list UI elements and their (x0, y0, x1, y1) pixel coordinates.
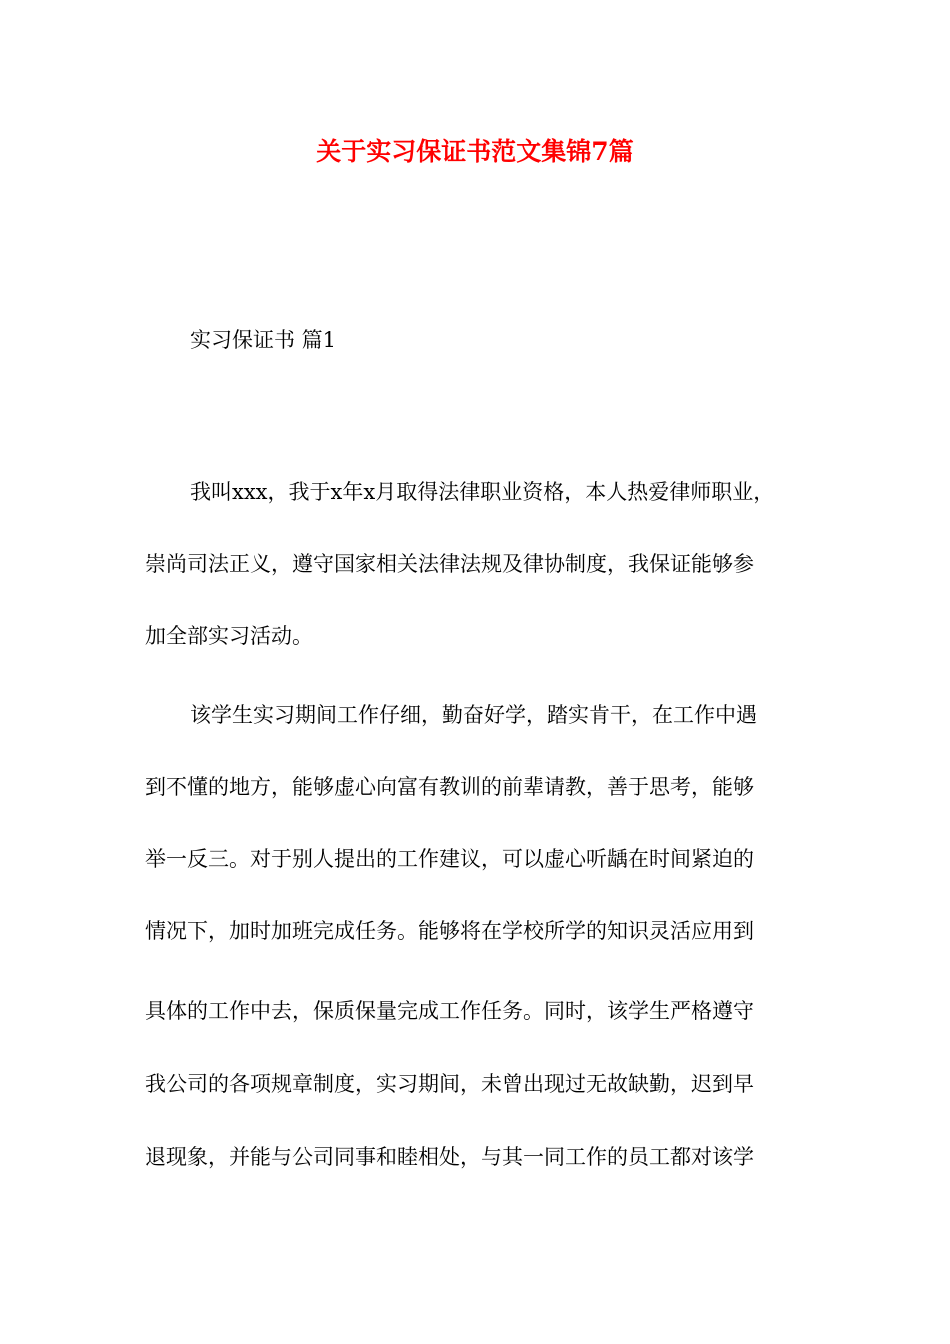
paragraph-line: 该学生实习期间工作仔细，勤奋好学，踏实肯干，在工作中遇 (190, 703, 757, 727)
paragraph-line: 具体的工作中去，保质保量完成工作任务。同时，该学生严格遵守 (145, 999, 754, 1023)
section-heading: 实习保证书 篇1 (190, 328, 337, 352)
paragraph-line: 举一反三。对于别人提出的工作建议，可以虚心听龋在时间紧迫的 (145, 847, 754, 871)
paragraph-line: 情况下，加时加班完成任务。能够将在学校所学的知识灵活应用到 (145, 919, 754, 943)
paragraph-line: 到不懂的地方，能够虚心向富有教训的前辈请教，善于思考，能够 (145, 775, 754, 799)
paragraph-line: 退现象，并能与公司同事和睦相处，与其一同工作的员工都对该学 (145, 1145, 754, 1169)
document-title: 关于实习保证书范文集锦7篇 (316, 137, 634, 166)
paragraph-line: 我叫xxx，我于x年x月取得法律职业资格，本人热爱律师职业， (190, 480, 775, 504)
paragraph-line: 崇尚司法正义，遵守国家相关法律法规及律协制度，我保证能够参 (145, 552, 754, 576)
paragraph-line: 加全部实习活动。 (145, 624, 313, 648)
paragraph-line: 我公司的各项规章制度，实习期间，未曾出现过无故缺勤，迟到早 (145, 1072, 754, 1096)
